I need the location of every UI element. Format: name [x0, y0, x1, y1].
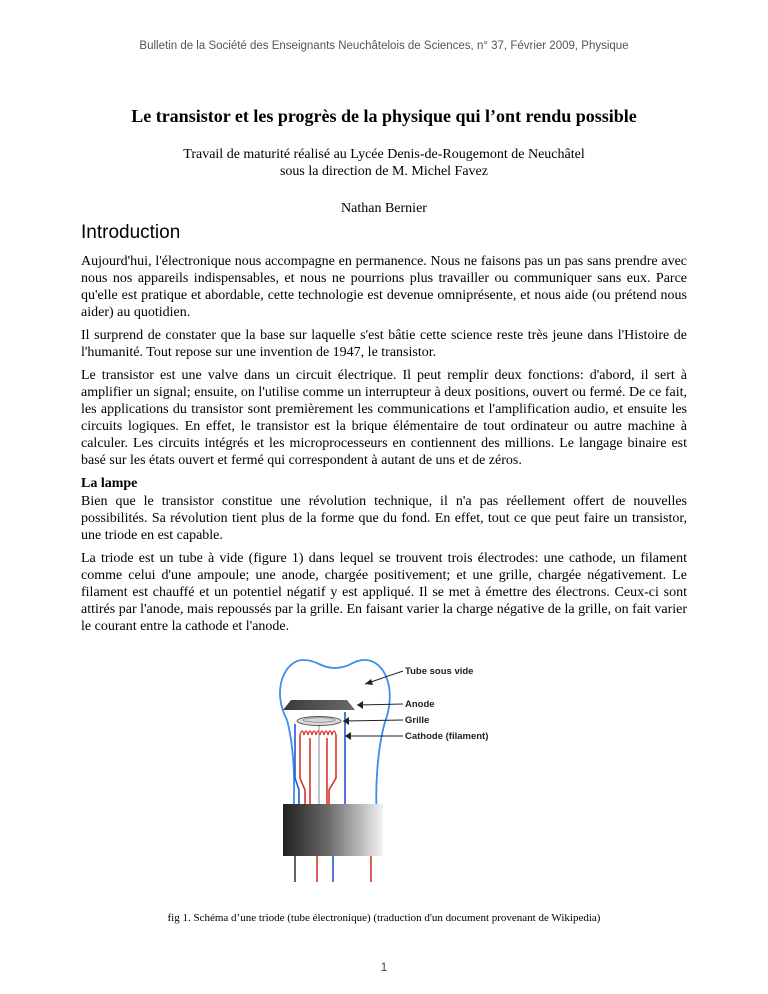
label-tube: Tube sous vide — [405, 666, 474, 677]
subtitle-line: sous la direction de M. Michel Favez — [279, 164, 488, 179]
base-pins — [295, 856, 371, 882]
article-subtitle — [60, 146, 708, 180]
label-anode: Anode — [405, 699, 435, 710]
sub-heading-la-lampe: La lampe — [81, 476, 138, 491]
subtitle-line: Travail de maturité réalisé au Lycée Denis-de-Rougemont de Neuchâtel — [183, 147, 585, 162]
paragraph: Il surprend de constater que la base sur laquelle s'est bâtie cette science reste très jeune dans l'Histoire de l'humanité. Tout repose sur une invention de 1947, le transistor. — [81, 328, 687, 360]
label-cathode: Cathode (filament) — [405, 731, 489, 742]
tube-envelope — [280, 660, 390, 828]
anode-plate — [283, 700, 355, 710]
tube-base — [283, 804, 383, 856]
paragraph: Le transistor est une valve dans un circuit électrique. Il peut remplir deux fonctions: d'abord, il sert à amplifier un signal; ensuite, on l'utilise comme un interrupteur à deux positions, ouvert ou fermé. De ce fait, les applications du transistor sont premièrement les communications et l'amplification audio, et ensuite les circuits logiques. En effet, le transistor est la brique élémentaire de tout ordinateur ou autre machine à calculer. Les circuits intégrés et les microprocesseurs en contiennent des millions. Le langage binaire est basé sur les états ouvert et fermé qui correspondent à autant de uns et de zéros. — [81, 368, 687, 468]
label-grille: Grille — [405, 715, 430, 726]
section-heading-introduction: Introduction — [81, 222, 181, 243]
paragraph: Aujourd'hui, l'électronique nous accompagne en permanence. Nous ne faisons pas un pas sans prendre avec nous nos appareils indispensables, et nous ne pourrions plus travailler ou communiquer sans eux. Parce qu'elle est pratique et abordable, cette technologie est devenue omniprésente, et nous aide (ou prétend nous aider) au quotidien. — [81, 254, 687, 320]
figure-caption: fig 1. Schéma d’une triode (tube électronique) (traduction d'un document provenant de Wikipedia) — [167, 912, 601, 924]
author-name: Nathan Bernier — [341, 201, 427, 216]
article-title: Le transistor et les progrès de la physique qui l’ont rendu possible — [131, 106, 637, 126]
triode-diagram — [265, 650, 525, 900]
running-header: Bulletin de la Société des Enseignants Neuchâtelois de Sciences, n° 37, Février 2009, Physique — [139, 40, 629, 52]
paragraph: La triode est un tube à vide (figure 1) dans lequel se trouvent trois électrodes: une cathode, un filament comme celui d'une ampoule; une anode, chargée positivement; et une grille, chargée négativement. Le filament est chauffé et un potentiel négatif y est appliqué. Il se met à émettre des électrons. Ceux-ci sont attirés par l'anode, mais repoussés par la grille. En faisant varier la charge négative de la grille, on fait varier le courant entre la cathode et l'anode. — [81, 551, 687, 634]
page-number: 1 — [380, 960, 388, 974]
body-text — [81, 253, 687, 641]
paragraph: Bien que le transistor constitue une révolution technique, il n'a pas réellement offert de nouvelles possibilités. Sa révolution tient plus de la forme que du fond. En effet, tout ce que peut faire un transistor, une triode en est capable. — [81, 494, 687, 543]
filament-coil — [300, 731, 336, 735]
